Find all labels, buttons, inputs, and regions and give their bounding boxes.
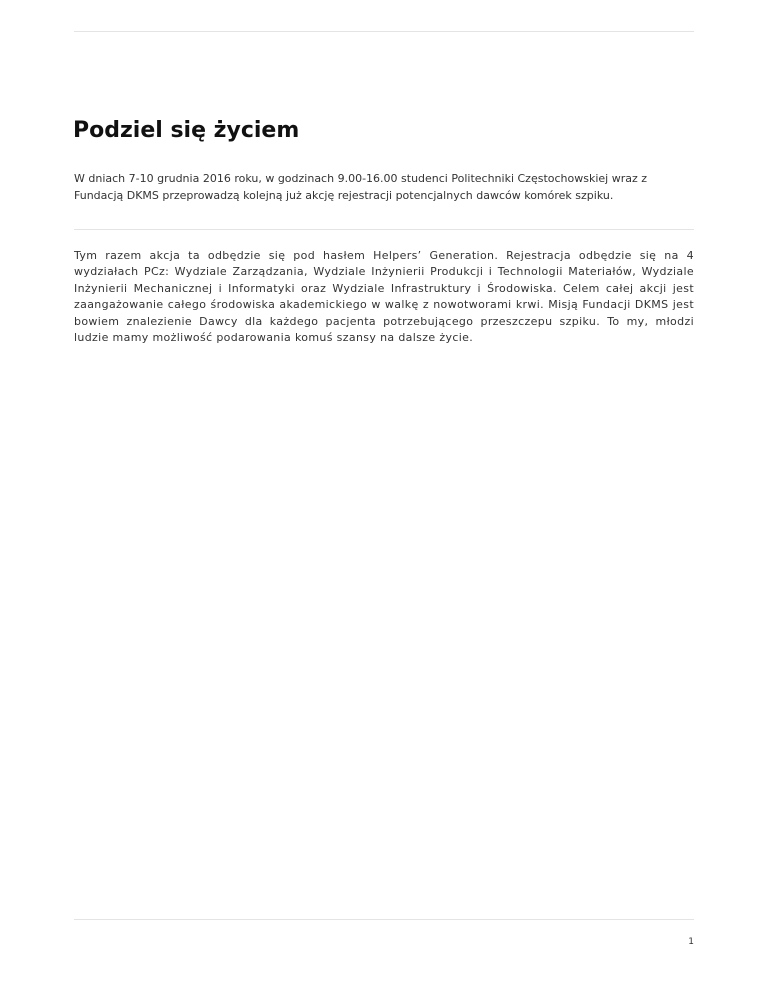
page-number: 1 [688,937,694,947]
page-title: Podziel się życiem [73,118,300,143]
section-divider [74,229,694,230]
body-paragraph: Tym razem akcja ta odbędzie się pod hasłem Helpers’ Generation. Rejestracja odbędzie się na 4 wydziałach PCz: Wydziale Zarządzania, Wydziale Inżynierii Produkcji i Technologii Materiałów, Wydziale Inżynierii Mechanicznej i Informatyki oraz Wydziale Infrastruktury i Środowiska. Celem całej akcji jest zaangażowanie całego środowiska akademickiego w walkę z nowotworami krwi. Misją Fundacji DKMS jest bowiem znalezienie Dawcy dla każdego pacjenta potrzebującego przeszczepu szpiku. To my, młodzi ludzie mamy możliwość podarowania komuś szansy na dalsze życie. [74,249,694,345]
top-divider [74,31,694,32]
lead-paragraph: W dniach 7-10 grudnia 2016 roku, w godzinach 9.00-16.00 studenci Politechniki Częstochowskiej wraz z Fundacją DKMS przeprowadzą kolejną już akcję rejestracji potencjalnych dawców komórek szpiku. [74,172,648,202]
footer-divider [74,919,694,920]
